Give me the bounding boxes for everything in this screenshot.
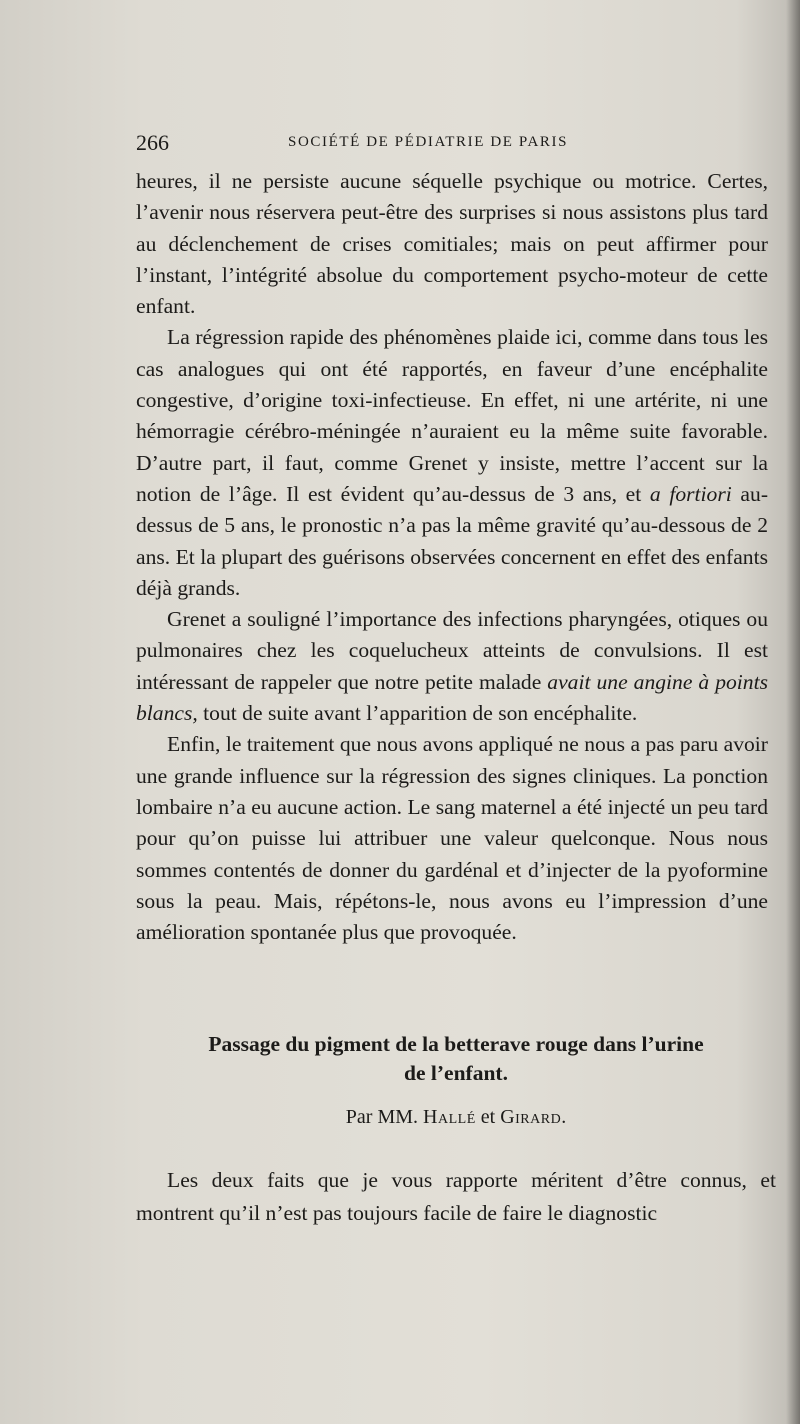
article-opening: [136, 1164, 776, 1230]
byline-suffix: .: [561, 1106, 567, 1128]
body-text: [136, 166, 768, 948]
paragraph-4: [136, 729, 768, 948]
opening-paragraph: Les deux faits que je vous rapporte méritent d’être connus, et montrent qu’il n’est pas toujours facile de faire le diagnostic: [136, 1168, 776, 1225]
paragraph-3: [136, 604, 768, 729]
page-number: 266: [136, 130, 169, 155]
paragraph-3-italic: avait une angine à points blancs,: [136, 669, 768, 726]
article-title-line-1: Passage du pigment de la betterave rouge dans l’urine: [208, 1032, 704, 1056]
page-header: [136, 130, 768, 160]
paragraph-2-italic: a fortiori: [649, 481, 732, 506]
author-halle: Hallé: [423, 1106, 476, 1128]
paragraph-3-text-a: Grenet a souligné l’importance des infections pharyngées, otiques ou pulmonaires chez les coquelucheux atteints de convulsions. Il est intéressant de rappeler que notre petite malade: [136, 607, 768, 694]
paragraph-2-text-a: La régression rapide des phénomènes plaide ici, comme dans tous les cas analogues qui ont été rapportés, en faveur d’une encéphalite congestive, d’origine toxi-infectieuse. En effet, ni une artérite, ni une hémorragie cérébro-méningée n’auraient eu la même suite favorable. D’autre part, il faut, comme Grenet y insiste, mettre l’accent sur la notion de l’âge. Il est évident qu’au-dessus de 3 ans, et: [136, 325, 768, 506]
page-edge-shadow: [786, 0, 800, 1424]
paragraph-2-text-b: au-dessus de 5 ans, le pronostic n’a pas la même gravité qu’au-dessous de 2 ans. Et la plupart des guérisons observées concernent en effet des enfants déjà grands.: [136, 481, 769, 600]
running-head: SOCIÉTÉ DE PÉDIATRIE DE PARIS: [288, 134, 569, 150]
article-byline: [136, 1106, 776, 1129]
paragraph-1: [136, 166, 768, 322]
paragraph-4-text: Enfin, le traitement que nous avons appliqué ne nous a pas paru avoir une grande influence sur la régression des signes cliniques. La ponction lombaire n’a eu aucune action. Le sang maternel a été injecté un peu tard pour qu’on puisse lui attribuer une valeur quelconque. Nous nous sommes contentés de donner du gardénal et d’injecter de la pyoformine sous la peau. Mais, répétons-le, nous avons eu l’impression d’une amélioration spontanée plus que provoquée.: [136, 732, 768, 945]
byline-prefix: Par MM.: [345, 1106, 424, 1128]
article-title: [136, 1030, 776, 1088]
article-title-line-2: de l’enfant.: [404, 1061, 508, 1085]
paragraph-1-text: heures, il ne persiste aucune séquelle psychique ou motrice. Certes, l’avenir nous réservera peut-être des surprises si nous assistons plus tard au déclenchement de crises comitiales; mais on peut affirmer pour l’instant, l’intégrité absolue du comportement psycho-moteur de cette enfant.: [136, 169, 768, 319]
paragraph-3-text-b: tout de suite avant l’apparition de son encéphalite.: [197, 701, 638, 726]
author-girard: Girard: [500, 1106, 562, 1128]
paragraph-2: [136, 322, 768, 604]
byline-and: et: [475, 1106, 501, 1128]
